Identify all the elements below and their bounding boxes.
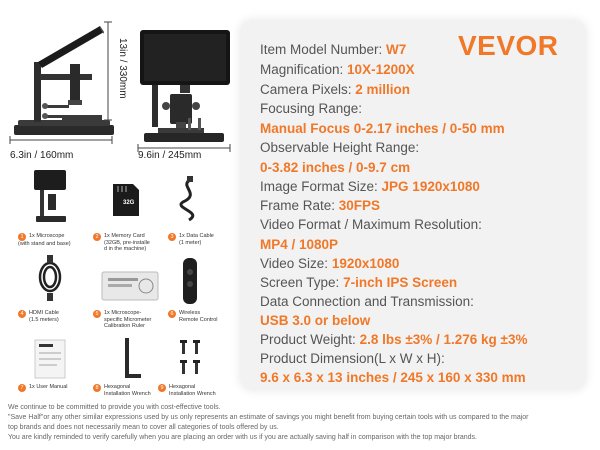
accessory-remote-control-image <box>180 256 200 306</box>
spec-row: Item Model Number: W7 <box>260 42 407 57</box>
height-dimension-label: 13in / 330mm <box>117 38 128 99</box>
footer-line-1: We continue to be committed to provide you with cost-effective tools. <box>8 404 221 411</box>
footer-line-4: You are kindly reminded to verify carefully when you are placing an order with us if you are actually saving half in comparison with the top major brands. <box>8 434 477 441</box>
spec-row: 0-3.82 inches / 0-9.7 cm <box>260 160 411 175</box>
spec-row: Screen Type: 7-inch IPS Screen <box>260 275 458 290</box>
spec-row: Image Format Size: JPG 1920x1080 <box>260 179 480 194</box>
accessory-5-label: 5 1x Microscope- specific Micrometer Calibration Ruler <box>93 310 167 330</box>
accessory-7-label: 7 1x User Manual <box>18 384 88 392</box>
accessory-microscope-image <box>30 168 70 226</box>
accessory-data-cable-image <box>175 176 205 224</box>
accessory-4-label: 4 HDMI Cable (1.5 meters) <box>18 310 88 323</box>
footer-line-2: "Save Half"or any other similar expressions used by us only represents an estimate of savings you might benefit from buying certain tools with us compared to the major <box>8 414 529 421</box>
spec-row: Product Weight: 2.8 lbs ±3% / 1.276 kg ±3% <box>260 332 528 347</box>
accessory-6-label: 6 Wireless Remote Control <box>168 310 238 323</box>
spec-row: Frame Rate: 30FPS <box>260 198 381 213</box>
spec-row: Observable Height Range: <box>260 140 420 155</box>
spec-row: Video Size: 1920x1080 <box>260 256 400 271</box>
accessory-1-label: 1 1x Microscope (with stand and base) <box>18 233 71 247</box>
accessory-2-label: 2 1x Memory Card (32GB, pre-installe d in the machine) <box>93 233 165 253</box>
vevor-logo: VEVOR <box>458 30 559 61</box>
accessory-hdmi-cable-image <box>35 253 65 303</box>
accessory-9-label: 9 Hexagonal Installation Wrench <box>158 384 238 397</box>
spec-row: Video Format / Maximum Resolution: <box>260 217 482 232</box>
accessory-hex-wrench-small-image <box>175 338 205 378</box>
accessory-hex-wrench-large-image <box>115 336 145 382</box>
accessory-user-manual-image <box>33 338 67 380</box>
width-right-dimension-label: 9.6in / 245mm <box>138 150 202 161</box>
accessory-8-label: 8 Hexagonal Installation Wrench <box>93 384 167 397</box>
spec-row: Data Connection and Transmission: <box>260 294 474 309</box>
spec-row: Camera Pixels: 2 million <box>260 82 411 97</box>
spec-row: Product Dimension(L x W x H): <box>260 351 445 366</box>
spec-row: MP4 / 1080P <box>260 237 339 252</box>
spec-row: Focusing Range: <box>260 101 363 116</box>
accessory-3-label: 3 1x Data Cable (1 meter) <box>168 233 238 246</box>
width-left-dimension-label: 6.3in / 160mm <box>10 150 74 161</box>
spec-row: Manual Focus 0-2.17 inches / 0-50 mm <box>260 121 505 136</box>
spec-row: Magnification: 10X-1200X <box>260 62 415 77</box>
accessory-calibration-ruler-image <box>100 268 160 304</box>
microscope-front-view-image <box>130 20 240 160</box>
footer-line-3: top brands and does not necessarily mean to cover all categories of tools offered by us. <box>8 424 279 431</box>
memory-card-capacity-label: 32G <box>123 200 135 206</box>
spec-row: USB 3.0 or below <box>260 313 371 328</box>
spec-row: 9.6 x 6.3 x 13 inches / 245 x 160 x 330 mm <box>260 370 526 385</box>
